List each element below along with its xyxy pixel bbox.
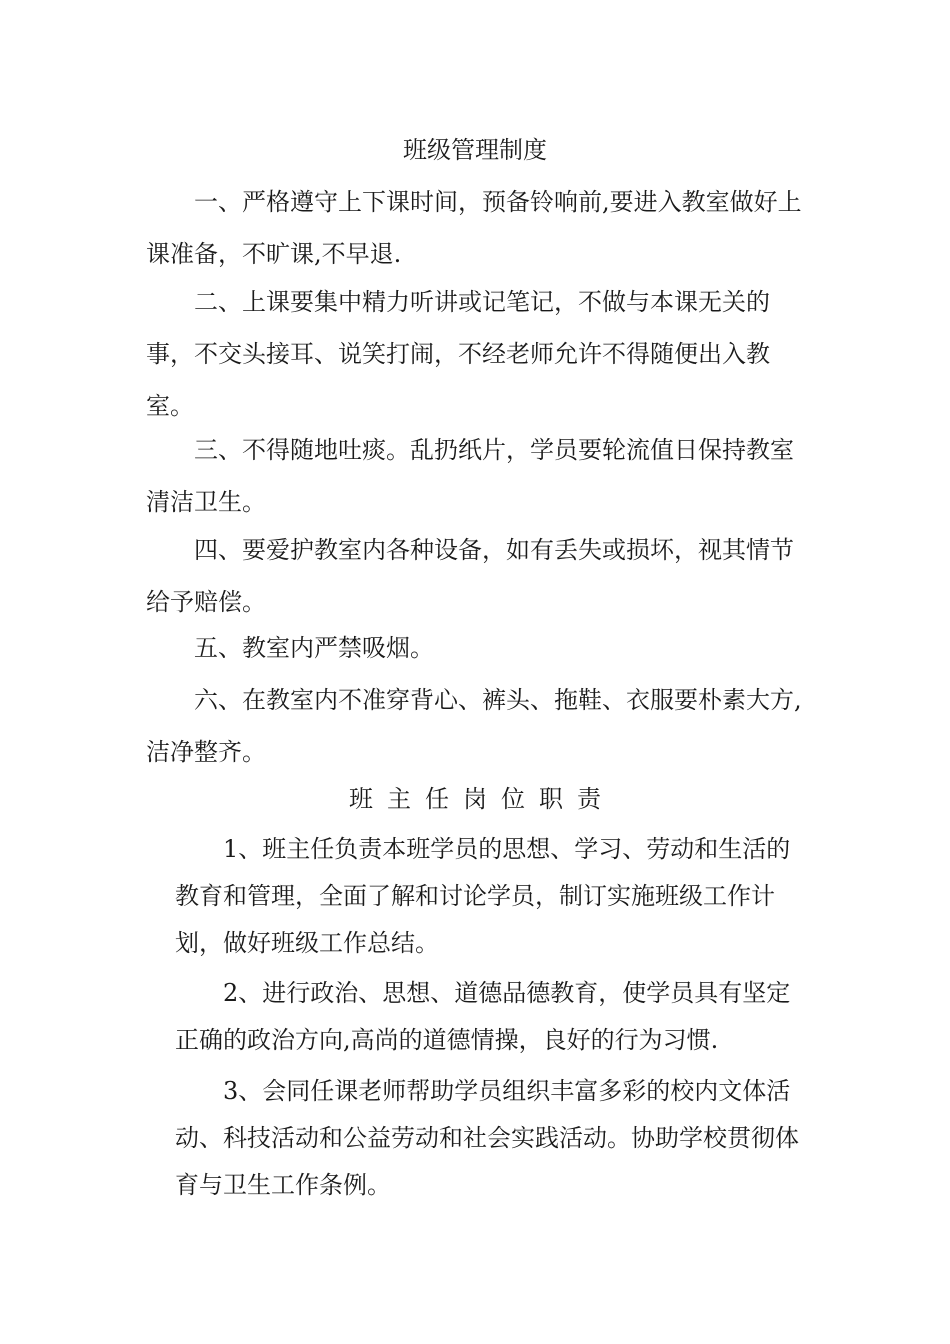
rule-paragraph-4: 四、要爱护教室内各种设备，如有丢失或损坏，视其情节给予赔偿。 xyxy=(146,536,794,616)
duty-paragraph-2: 2、进行政治、思想、道德品德教育，使学员具有坚定正确的政治方向,高尚的道德情操，良好的行为习惯. xyxy=(175,979,791,1054)
rule-paragraph-3: 三、不得随地吐痰。乱扔纸片，学员要轮流值日保持教室清洁卫生。 xyxy=(146,436,794,516)
duty-paragraph-1: 1、班主任负责本班学员的思想、学习、劳动和生活的教育和管理，全面了解和讨论学员，制订实施班级工作计划，做好班级工作总结。 xyxy=(175,835,791,957)
rule-paragraph-2: 二、上课要集中精力听讲或记笔记，不做与本课无关的事，不交头接耳、说笑打闹，不经老师允许不得随便出入教室。 xyxy=(146,288,770,420)
duty-paragraph-3: 3、会同任课老师帮助学员组织丰富多彩的校内文体活动、科技活动和公益劳动和社会实践活动。协助学校贯彻体育与卫生工作条例。 xyxy=(175,1077,799,1199)
rule-paragraph-1: 一、严格遵守上下课时间，预备铃响前,要进入教室做好上课准备，不旷课,不早退. xyxy=(146,188,802,268)
section-title-head-teacher-duties: 班主任岗位职责 xyxy=(349,785,615,813)
rule-paragraph-5: 五、教室内严禁吸烟。 xyxy=(194,634,434,662)
section-title-class-management: 班级管理制度 xyxy=(403,136,547,164)
rule-paragraph-6: 六、在教室内不准穿背心、裤头、拖鞋、衣服要朴素大方,洁净整齐。 xyxy=(146,686,802,766)
